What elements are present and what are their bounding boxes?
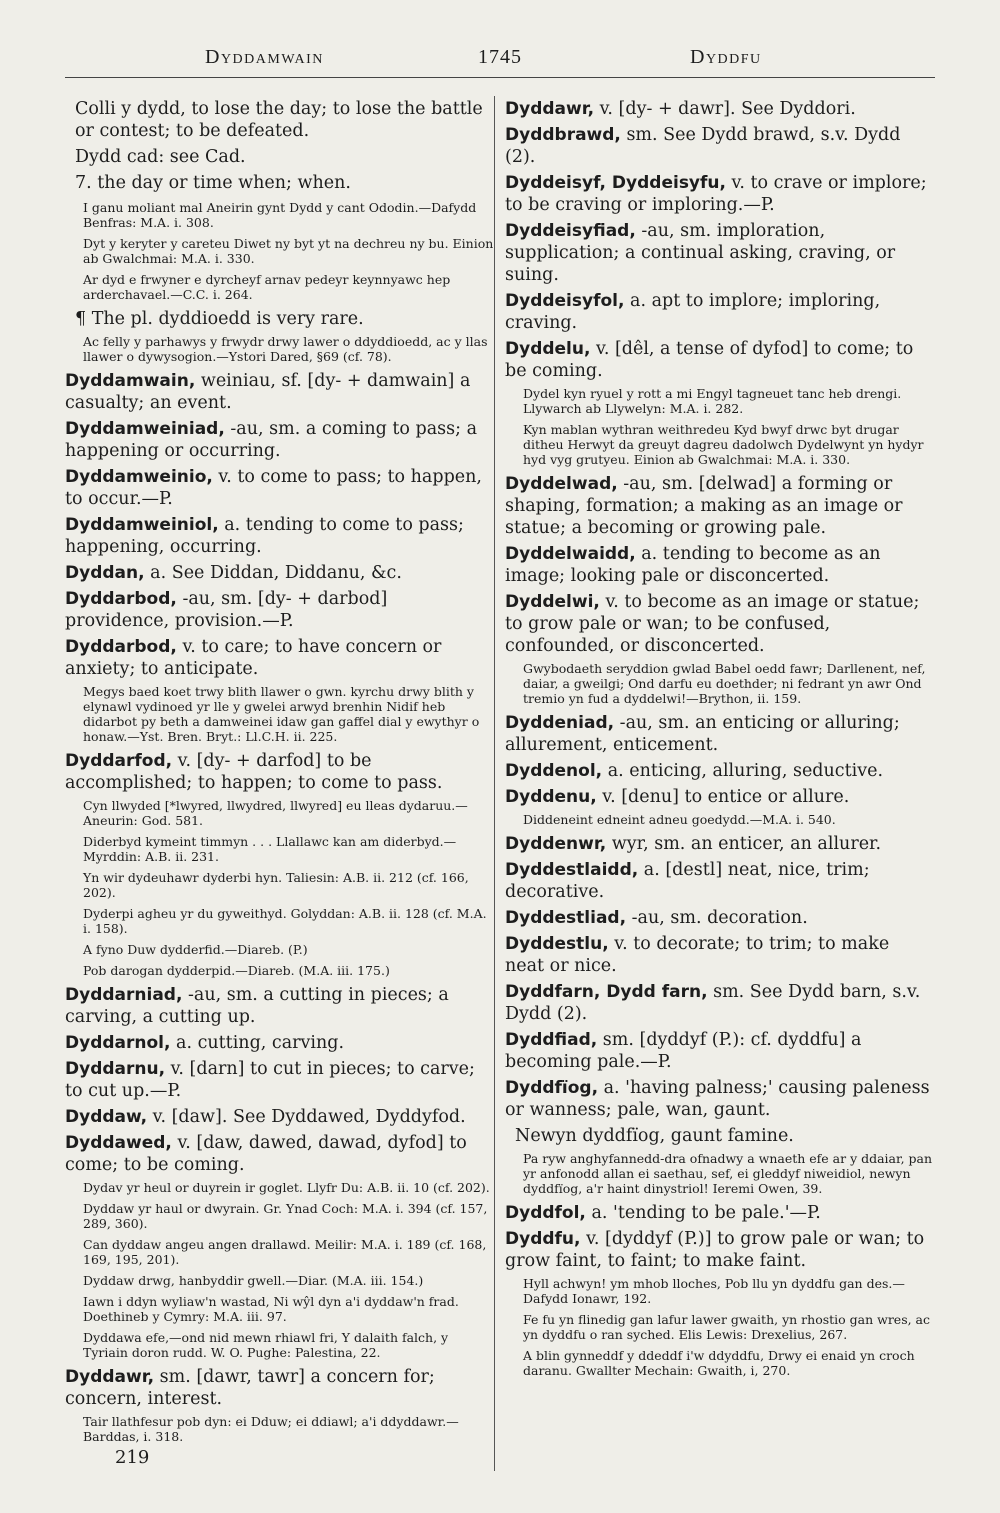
headword: Dyddarnu, [65, 1059, 166, 1079]
dictionary-entry [505, 1077, 933, 1121]
dictionary-entry [65, 1366, 495, 1410]
headword: Dyddawr, [505, 99, 595, 119]
definition: v. [daw]. See Dyddawed, Dyddyfod. [147, 1107, 466, 1127]
definition: -au, sm. an enticing or alluring; allurement, enticement. [505, 713, 900, 755]
citation: Ar dyd e frwyner e dyrcheyf arnav pedeyr keynnyawc hep arderchavael.—C.C. i. 264. [83, 272, 451, 302]
definition: a. enticing, alluring, seductive. [602, 761, 884, 781]
definition: v. [darn] to cut in pieces; to carve; to cut up.—P. [65, 1059, 475, 1101]
definition: v. to come to pass; to happen, to occur.—P. [65, 467, 482, 509]
headword: Dyddamwain, [65, 371, 196, 391]
citation: A blin gynneddf y ddeddf i'w ddyddfu, Drwy ei enaid yn croch daranu. Gwallter Mechain: Gwaith, i, 270. [523, 1348, 915, 1378]
definition: -au, sm. a cutting in pieces; a carving, a cutting up. [65, 985, 449, 1027]
citation: A fyno Duw dydderfid.—Diareb. (P.) [83, 942, 308, 957]
dictionary-entry [505, 338, 933, 382]
dictionary-entry [65, 1032, 495, 1054]
definition: v. [daw, dawed, dawad, dyfod] to come; to be coming. [65, 1133, 467, 1175]
headword: Dyddeisyfiad, [505, 221, 636, 241]
definition: a. [destl] neat, nice, trim; decorative. [505, 860, 870, 902]
citation: Can dyddaw angeu angen drallawd. Meilir: M.A. i. 189 (cf. 168, 169, 195, 201). [83, 1237, 487, 1267]
citation: Dyddaw drwg, hanbyddir gwell.—Diar. (M.A. iii. 154.) [83, 1273, 424, 1288]
citation: Megys baed koet trwy blith llawer o gwn. kyrchu drwy blith y elynawl vydinoed yr lle y gwelei arwyd brenhin Nidif heb didarbot py beth a damweinei idaw gan gaffel dial y ewythyr o honaw.—Yst. Bren. Bryt.: Ll.C.H. ii. 225. [83, 684, 480, 744]
headword: Dyddfiad, [505, 1030, 598, 1050]
definition: -au, sm. imploration, supplication; a continual asking, craving, or suing. [505, 221, 896, 285]
citation: Hyll achwyn! ym mhob lloches, Pob llu yn dyddfu gan des.—Dafydd Ionawr, 192. [523, 1276, 905, 1306]
headword: Dyddbrawd, [505, 125, 621, 145]
dictionary-entry [505, 981, 933, 1025]
dictionary-entry [505, 712, 933, 756]
signature-mark: 219 [115, 1447, 150, 1468]
headword: Dyddeniad, [505, 713, 615, 733]
sense-text: ¶ The pl. dyddioedd is very rare. [75, 309, 364, 329]
dictionary-entry [65, 370, 495, 414]
definition: v. [denu] to entice or allure. [596, 787, 850, 807]
definition: v. [dy- + dawr]. See Dyddori. [594, 99, 856, 119]
dictionary-entry [505, 1202, 933, 1224]
headword: Dyddestlu, [505, 934, 609, 954]
citation: Diderbyd kymeint timmyn . . . Llallawc kan am diderbyd.—Myrddin: A.B. ii. 231. [83, 834, 457, 864]
sense-text: Colli y dydd, to lose the day; to lose the battle or contest; to be defeated. [75, 99, 483, 141]
definition: sm. [dawr, tawr] a concern for; concern, interest. [65, 1367, 435, 1409]
headword: Dyddfol, [505, 1203, 586, 1223]
definition: v. [dêl, a tense of dyfod] to come; to be coming. [505, 339, 914, 381]
dictionary-entry [505, 760, 933, 782]
dictionary-entry [505, 543, 933, 587]
sense-text: Dydd cad: see Cad. [75, 147, 246, 167]
headword: Dyddeisyfol, [505, 291, 625, 311]
citation: Kyn mablan wythran weithredeu Kyd bwyf drwc byt drugar ditheu Herwyt da greuyt dagreu dadolwch Dydelwynt yn hydyr hyd vyg grutyeu. Einion ab Gwalchmai: M.A. i. 330. [523, 422, 924, 467]
headword: Dyddamweiniad, [65, 419, 225, 439]
headword: Dyddelwi, [505, 592, 600, 612]
headword: Dyddarnol, [65, 1033, 171, 1053]
dictionary-entry [65, 1132, 495, 1176]
headword: Dyddenol, [505, 761, 603, 781]
dictionary-entry [505, 786, 933, 808]
headword: Dyddestliad, [505, 908, 627, 928]
headword: Dyddarbod, [65, 589, 177, 609]
definition: -au, sm. a coming to pass; a happening or occurring. [65, 419, 477, 461]
dictionary-entry [505, 290, 933, 334]
definition: a. apt to implore; imploring, craving. [505, 291, 881, 333]
dictionary-entry [505, 859, 933, 903]
definition: v. to care; to have concern or anxiety; to anticipate. [65, 637, 442, 679]
dictionary-entry [65, 1106, 495, 1128]
dictionary-entry [65, 636, 495, 680]
dictionary-entry [505, 1029, 933, 1073]
headword: Dyddawed, [65, 1133, 172, 1153]
headword: Dyddelwad, [505, 474, 618, 494]
headword: Dyddarniad, [65, 985, 183, 1005]
definition: a. See Diddan, Diddanu, &c. [144, 563, 402, 583]
dictionary-entry [65, 562, 495, 584]
headword: Dyddfarn, Dydd farn, [505, 982, 708, 1002]
definition: sm. [dyddyf (P.): cf. dyddfu] a becoming pale.—P. [505, 1030, 862, 1072]
dictionary-entry [65, 466, 495, 510]
citation: Fe fu yn flinedig gan lafur lawer gwaith, yn rhostio gan wres, ac yn dyddfu o ran syched. Elis Lewis: Drexelius, 267. [523, 1312, 931, 1342]
definition: -au, sm. decoration. [626, 908, 808, 928]
dictionary-entry [505, 172, 933, 216]
dictionary-entry [505, 473, 933, 539]
definition: a. tending to become as an image; looking pale or disconcerted. [505, 544, 881, 586]
definition: sm. See Dydd barn, s.v. Dydd (2). [505, 982, 921, 1024]
definition: v. to crave or implore; to be craving or imploring.—P. [505, 173, 927, 215]
dictionary-entry [505, 833, 933, 855]
definition: weiniau, sf. [dy- + damwain] a casualty; an event. [65, 371, 471, 413]
dictionary-entry [65, 418, 495, 462]
dictionary-entry [65, 984, 495, 1028]
headword: Dyddfu, [505, 1229, 581, 1249]
headword: Dyddenu, [505, 787, 597, 807]
sense-text: Newyn dyddfïog, gaunt famine. [515, 1126, 794, 1146]
headword: Dyddestlaidd, [505, 860, 639, 880]
headword: Dyddelu, [505, 339, 591, 359]
dictionary-entry [65, 750, 495, 794]
citation: Pob darogan dydderpid.—Diareb. (M.A. iii. 175.) [83, 963, 390, 978]
definition: -au, sm. [delwad] a forming or shaping, formation; a making as an image or statue; a becoming or growing pale. [505, 474, 903, 538]
dictionary-entry [505, 933, 933, 977]
definition: v. to decorate; to trim; to make neat or nice. [505, 934, 890, 976]
citation: Yn wir dydeuhawr dyderbi hyn. Taliesin: A.B. ii. 212 (cf. 166, 202). [83, 870, 469, 900]
headword: Dyddeisyf, Dyddeisyfu, [505, 173, 726, 193]
dictionary-entry [505, 907, 933, 929]
citation: Dydav yr heul or duyrein ir goglet. Llyfr Du: A.B. ii. 10 (cf. 202). [83, 1180, 490, 1195]
dictionary-entry [65, 1058, 495, 1102]
headword: Dyddamweiniol, [65, 515, 219, 535]
citation: Iawn i ddyn wyliaw'n wastad, Ni wŷl dyn a'i dyddaw'n frad. Doethineb y Cymry: M.A. iii. 97. [83, 1294, 459, 1324]
headword: Dyddarbod, [65, 637, 177, 657]
headword: Dyddawr, [65, 1367, 155, 1387]
definition: -au, sm. [dy- + darbod] providence, provision.—P. [65, 589, 388, 631]
citation: Dyddawa efe,—ond nid mewn rhiawl fri, Y dalaith falch, y Tyriain doron rudd. W. O. Pughe: Palestina, 22. [83, 1330, 449, 1360]
definition: wyr, sm. an enticer, an allurer. [606, 834, 882, 854]
citation: Pa ryw anghyfannedd-dra ofnadwy a wnaeth efe ar y ddaiar, pan yr anfonodd allan ei saethau, sef, ei gleddyf niweidiol, newyn dyddfïog, a'r haint dinystriol! Ieremi Owen, 39. [523, 1151, 933, 1196]
left-column [65, 98, 495, 1450]
citation: Dyderpi agheu yr du gyweithyd. Golyddan: A.B. ii. 128 (cf. M.A. i. 158). [83, 906, 487, 936]
dictionary-entry [505, 1228, 933, 1272]
headword: Dyddan, [65, 563, 145, 583]
citation: I ganu moliant mal Aneirin gynt Dydd y cant Ododin.—Dafydd Benfras: M.A. i. 308. [83, 200, 477, 230]
headword: Dyddfïog, [505, 1078, 599, 1098]
headword: Dyddelwaidd, [505, 544, 636, 564]
header-rule [65, 77, 935, 78]
page-number: 1745 [478, 46, 522, 68]
citation: Dydel kyn ryuel y rott a mi Engyl tagneuet tanc heb drengi. Llywarch ab Llywelyn: M.A. i. 282. [523, 386, 902, 416]
definition: sm. See Dydd brawd, s.v. Dydd (2). [505, 125, 901, 167]
right-column [505, 98, 933, 1384]
citation: Dyt y keryter y careteu Diwet ny byt yt na dechreu ny bu. Einion ab Gwalchmai: M.A. i. 330. [83, 236, 494, 266]
definition: a. 'having palness;' causing paleness or wanness; pale, wan, gaunt. [505, 1078, 930, 1120]
headword: Dyddarfod, [65, 751, 173, 771]
citation: Cyn llwyded [*lwyred, llwydred, llwyred] eu lleas dydaruu.—Aneurin: God. 581. [83, 798, 468, 828]
dictionary-entry [505, 220, 933, 286]
definition: a. 'tending to be pale.'—P. [585, 1203, 821, 1223]
definition: v. to become as an image or statue; to grow pale or wan; to be confused, confounded, or disconcerted. [505, 592, 920, 656]
dictionary-entry [505, 98, 933, 120]
citation: Dyddaw yr haul or dwyrain. Gr. Ynad Coch: M.A. i. 394 (cf. 157, 289, 360). [83, 1201, 488, 1231]
sense-text: 7. the day or time when; when. [75, 173, 351, 193]
definition: v. [dy- + darfod] to be accomplished; to happen; to come to pass. [65, 751, 443, 793]
headword: Dyddamweinio, [65, 467, 213, 487]
dictionary-entry [505, 591, 933, 657]
definition: a. cutting, carving. [170, 1033, 345, 1053]
citation: Tair llathfesur pob dyn: ei Dduw; ei ddiawl; a'i ddyddawr.—Barddas, i. 318. [83, 1414, 459, 1444]
dictionary-entry [65, 588, 495, 632]
definition: v. [dyddyf (P.)] to grow pale or wan; to grow faint, to faint; to make faint. [505, 1229, 925, 1271]
headword: Dyddaw, [65, 1107, 148, 1127]
headword: Dyddenwr, [505, 834, 607, 854]
citation: Ac felly y parhawys y frwydr drwy lawer o ddyddioedd, ac y llas llawer o dywysogion.—Ystori Dared, §69 (cf. 78). [83, 334, 488, 364]
running-head-right: Dyddfu [690, 46, 762, 68]
dictionary-entry [505, 124, 933, 168]
citation: Gwybodaeth seryddion gwlad Babel oedd fawr; Darllenent, nef, daiar, a gweilgi; Ond darfu eu doethder; ni fedrant yn awr Ond tremio yn fud a dyddelwi!—Brython, ii. 159. [523, 661, 926, 706]
dictionary-entry [65, 514, 495, 558]
citation: Diddeneint edneint adneu goedydd.—M.A. i. 540. [523, 812, 836, 827]
running-head-left: Dyddamwain [205, 46, 324, 68]
definition: a. tending to come to pass; happening, occurring. [65, 515, 464, 557]
